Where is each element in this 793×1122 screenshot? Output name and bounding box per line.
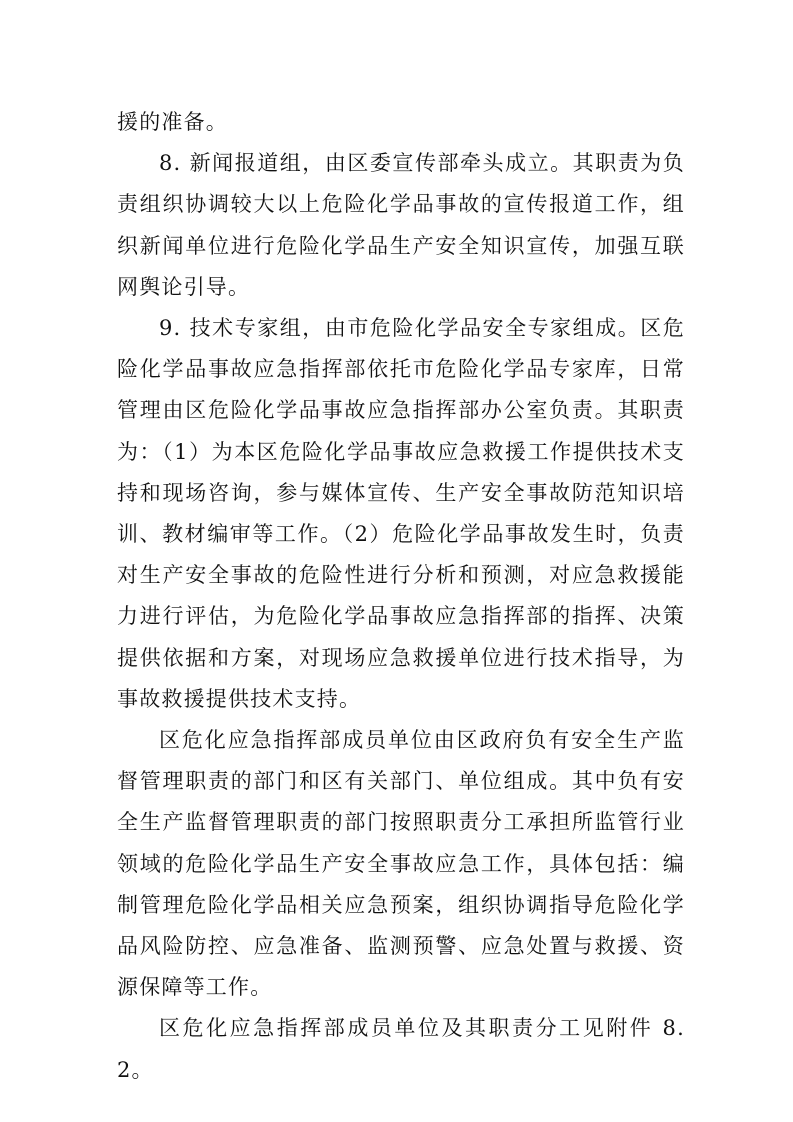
paragraph-appendix-reference: 区危化应急指挥部成员单位及其职责分工见附件 8.2。 [117,1016,685,1082]
paragraph-continuation: 援的准备。 [117,110,228,134]
paragraph-member-units: 区危化应急指挥部成员单位由区政府负有安全生产监督管理职责的部门和区有关部门、单位组成。其中负有安全生产监督管理职责的部门按照职责分工承担所监管行业领域的危险化学品生产安全事故应急工作，具体包括：编制管理危险化学品相关应急预案，组织协调指导危险化学品风险防控、应急准备、监测预警、应急处置与救援、资源保障等工作。 [117,728,685,1000]
paragraph-news-reporting-group: 8. 新闻报道组，由区委宣传部牵头成立。其职责为负责组织协调较大以上危险化学品事故的宣传报道工作，组织新闻单位进行危险化学品生产安全知识宣传，加强互联网舆论引导。 [117,151,685,299]
document-page [117,102,685,1091]
paragraph-technical-expert-group: 9. 技术专家组，由市危险化学品安全专家组成。区危险化学品事故应急指挥部依托市危险化学品专家库，日常管理由区危险化学品事故应急指挥部办公室负责。其职责为：（1）为本区危险化学品事故应急救援工作提供技术支持和现场咨询，参与媒体宣传、生产安全事故防范知识培训、教材编审等工作。（2）危险化学品事故发生时，负责对生产安全事故的危险性进行分析和预测，对应急救援能力进行评估，为危险化学品事故应急指挥部的指挥、决策提供依据和方案，对现场应急救援单位进行技术指导，为事故救援提供技术支持。 [117,316,685,711]
